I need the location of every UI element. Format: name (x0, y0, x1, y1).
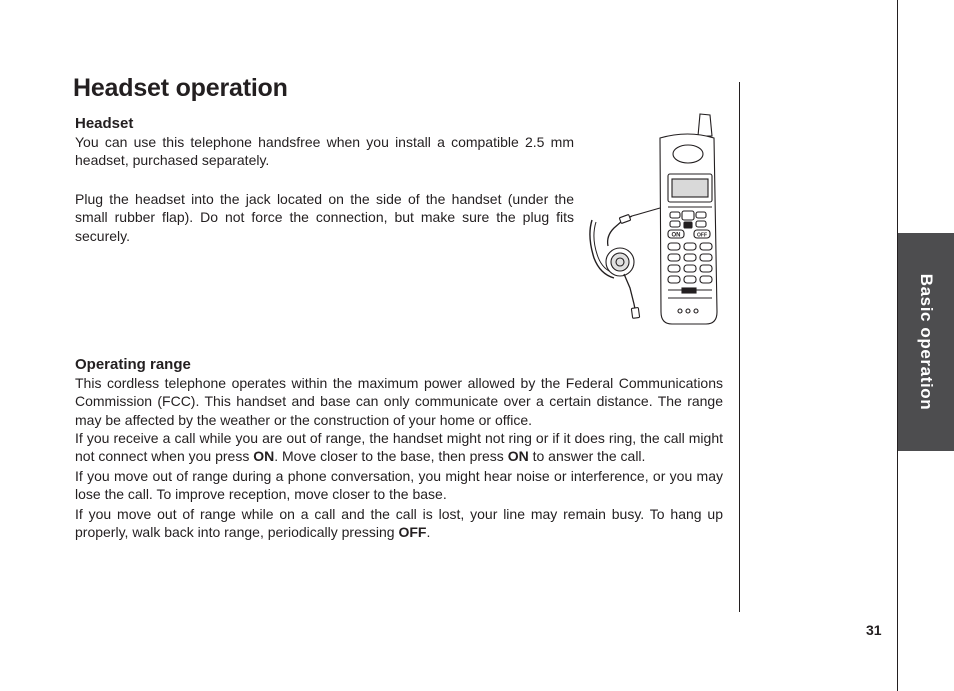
on-key-text: ON (253, 448, 275, 465)
range-p4-text-1: If you move out of range while on a call and the call is lost, your line may remain busy. To hang up properly, walk back into range, periodically pressing (75, 506, 723, 541)
range-paragraph-1: This cordless telephone operates within the maximum power allowed by the Federal Communications Commission (FCC). This handset and base can only communicate over a certain distance. The range may be affected by the weather or the construction of your home or office. (75, 375, 723, 428)
page-number: 31 (866, 622, 882, 638)
page-title: Headset operation (73, 74, 288, 102)
range-paragraph-3: If you move out of range during a phone conversation, you might hear noise or interference, or you may lose the call. To improve reception, move closer to the base. (75, 468, 723, 503)
operating-range-heading: Operating range (75, 356, 191, 373)
off-key-label: OFF (697, 232, 707, 239)
column-divider (739, 82, 740, 612)
off-key-text: OFF (398, 524, 427, 541)
range-p2-text-1: If you receive a call while you are out of range, the handset might not ring or if it does ring, the call might not connect when you press (75, 430, 723, 465)
on-key-text: ON (507, 448, 529, 465)
headset-paragraph-1: You can use this telephone handsfree when you install a compatible 2.5 mm headset, purchased separately. (75, 134, 574, 169)
section-tab (898, 233, 954, 451)
range-p2-text-2: . Move closer to the base, then press (274, 448, 508, 465)
on-key-label: ON (671, 232, 681, 239)
range-p4-text-2: . (426, 524, 431, 541)
headset-handset-illustration (584, 112, 734, 328)
headset-heading: Headset (75, 115, 134, 132)
range-paragraph-2 (75, 429, 723, 466)
section-tab-label: Basic operation (917, 273, 936, 411)
range-paragraph-4 (75, 505, 723, 542)
range-p2-text-3: to answer the call. (528, 448, 646, 465)
headset-paragraph-2: Plug the headset into the jack located on the side of the handset (under the small rubber flap). Do not force the connection, but make sure the plug fits securely. (75, 191, 574, 244)
